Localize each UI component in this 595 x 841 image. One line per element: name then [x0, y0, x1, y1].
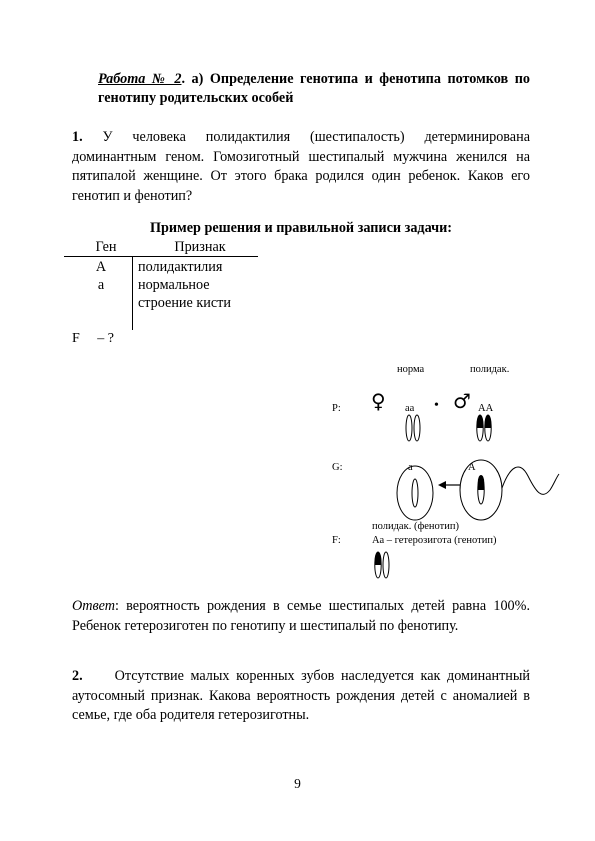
gamete-male-label: А [468, 462, 476, 473]
g-label: G: [332, 462, 343, 473]
p-label: P: [332, 403, 341, 414]
f-phenotype: полидак. (фенотип) [372, 521, 459, 532]
f-genotype: Аа – гетерозигота (генотип) [372, 535, 497, 546]
gene-table-trait: нормальное [138, 277, 210, 293]
page-number: 9 [294, 776, 301, 791]
gamete-male [460, 460, 559, 520]
task-2 [72, 667, 530, 726]
male-icon: ♂ [453, 389, 471, 413]
gene-table-rule [64, 256, 258, 257]
gene-table-gene: А [95, 259, 107, 275]
gene-table-trait: полидактилия [138, 259, 223, 275]
female-icon: ♀ [371, 389, 386, 413]
female-chromosomes [406, 415, 420, 441]
task-2-text: Отсутствие малых коренных зубов наследуется как доминантный аутосомный признак. Какова вероятность рождения детей с аномалией в семье, где оба родителя гетерозиготны. [72, 668, 530, 723]
task-2-number: 2. [72, 668, 83, 684]
gene-table-header-gene: Ген [95, 239, 117, 255]
gene-table-trait: строение кисти [138, 295, 231, 311]
task-1-number: 1. [72, 129, 83, 145]
female-genotype: аа [405, 403, 415, 414]
work-subtitle: . а) Определение генотипа и фенотипа потомков по генотипу родительских особей [98, 71, 530, 106]
work-title: Работа № 2 [98, 71, 182, 87]
gene-table-divider [132, 256, 133, 330]
f-label: F: [332, 535, 341, 546]
gene-table-header-trait: Признак [174, 239, 226, 255]
f-query: F – ? [72, 331, 114, 346]
sample-title: Пример решения и правильной записи задачи: [149, 220, 453, 236]
arrow-icon [438, 481, 460, 489]
answer-text: : вероятность рождения в семье шестипалых детей равна 100%. Ребенок гетерозиготен по генотипу и шестипалый по фенотипу. [72, 598, 530, 634]
answer-lead: Ответ [72, 598, 116, 614]
male-chromosomes [477, 415, 491, 441]
task-1-text: У человека полидактилия (шестипалость) детерминирована доминантным геном. Гомозиготный шестипалый мужчина женился на пятипалой женщине. От этого брака родился один ребенок. Каков его генотип и фенотип? [72, 129, 530, 204]
cross-scheme-diagram [320, 390, 560, 590]
task-1 [72, 128, 530, 206]
answer [72, 597, 530, 636]
cross-symbol: • [434, 398, 439, 413]
gene-table-gene: а [97, 277, 105, 293]
offspring-chromosomes [375, 552, 389, 578]
gamete-female-label: а [408, 462, 413, 473]
label-norm: норма [397, 364, 425, 375]
task-heading [98, 70, 530, 108]
gamete-female [397, 466, 433, 520]
male-genotype: АА [478, 403, 494, 414]
label-polydak: полидак. [470, 364, 510, 375]
